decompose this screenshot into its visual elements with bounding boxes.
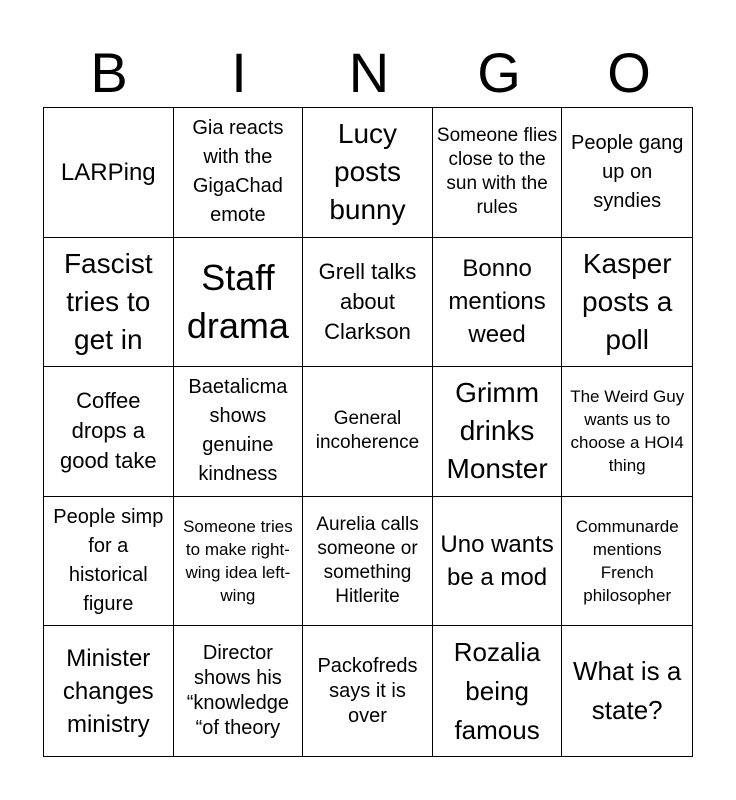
bingo-cell[interactable] [562, 238, 692, 368]
cell-text: Uno wants be a mod [440, 531, 554, 592]
bingo-cell[interactable] [562, 626, 692, 756]
bingo-cell[interactable] [303, 108, 433, 238]
cell-text: Bonno mentions weed [448, 255, 546, 349]
cell-text: Someone tries to make right-wing idea left-wing [183, 517, 293, 606]
cell-text: Grimm drinks Monster [446, 377, 548, 485]
bingo-cell[interactable] [562, 108, 692, 238]
bingo-header [44, 42, 694, 104]
cell-text: The Weird Guy wants us to choose a HOI4 thing [570, 387, 685, 476]
bingo-cell[interactable] [433, 626, 563, 756]
cell-text: Grell talks about Clarkson [318, 258, 417, 344]
bingo-cell[interactable] [433, 497, 563, 627]
bingo-cell[interactable] [174, 497, 304, 627]
bingo-cell[interactable] [562, 497, 692, 627]
bingo-cell[interactable] [433, 367, 563, 497]
cell-text: Kasper posts a poll [582, 247, 673, 355]
bingo-cell[interactable] [303, 497, 433, 627]
cell-text: Fascist tries to get in [63, 247, 153, 355]
cell-text: Aurelia calls someone or something Hitlerite [316, 514, 419, 608]
bingo-cell[interactable] [44, 626, 174, 756]
bingo-cell[interactable] [433, 108, 563, 238]
cell-text: Director shows his “knowledge “of theory [186, 642, 290, 740]
header-letter-i: I [231, 41, 247, 104]
bingo-cell[interactable] [44, 367, 174, 497]
cell-text: Gia reacts with the GigaChad emote [192, 117, 284, 227]
bingo-cell[interactable] [174, 108, 304, 238]
bingo-cell[interactable] [44, 497, 174, 627]
bingo-cell[interactable] [433, 238, 563, 368]
header-letter-n: N [348, 41, 390, 104]
bingo-cell[interactable] [44, 108, 174, 238]
cell-text: People simp for a historical figure [53, 506, 164, 616]
bingo-board [43, 107, 693, 757]
cell-text: Coffee drops a good take [59, 388, 157, 474]
header-letter-o: O [607, 41, 651, 104]
header-letter-g: G [477, 41, 521, 104]
bingo-cell[interactable] [562, 367, 692, 497]
cell-text: Staff drama [186, 256, 289, 346]
cell-text: Someone flies close to the sun with the rules [436, 125, 558, 219]
cell-text: LARPing [60, 158, 156, 186]
cell-text: Minister changes ministry [62, 644, 154, 738]
cell-text: People gang up on syndies [571, 131, 684, 212]
cell-text: Baetalicma shows genuine kindness [188, 376, 288, 486]
cell-text: Packofreds says it is over [317, 654, 418, 727]
bingo-cell[interactable] [174, 238, 304, 368]
bingo-cell[interactable] [174, 367, 304, 497]
bingo-cell[interactable] [174, 626, 304, 756]
cell-text: Communarde mentions French philosopher [575, 517, 679, 606]
header-letter-b: B [90, 41, 128, 104]
bingo-cell[interactable] [303, 238, 433, 368]
bingo-cell[interactable] [303, 367, 433, 497]
cell-text: Rozalia being famous [453, 636, 541, 745]
bingo-cell[interactable] [44, 238, 174, 368]
cell-text: General incoherence [315, 408, 420, 454]
bingo-cell[interactable] [303, 626, 433, 756]
cell-text: What is a state? [573, 656, 682, 726]
cell-text: Lucy posts bunny [329, 118, 406, 226]
